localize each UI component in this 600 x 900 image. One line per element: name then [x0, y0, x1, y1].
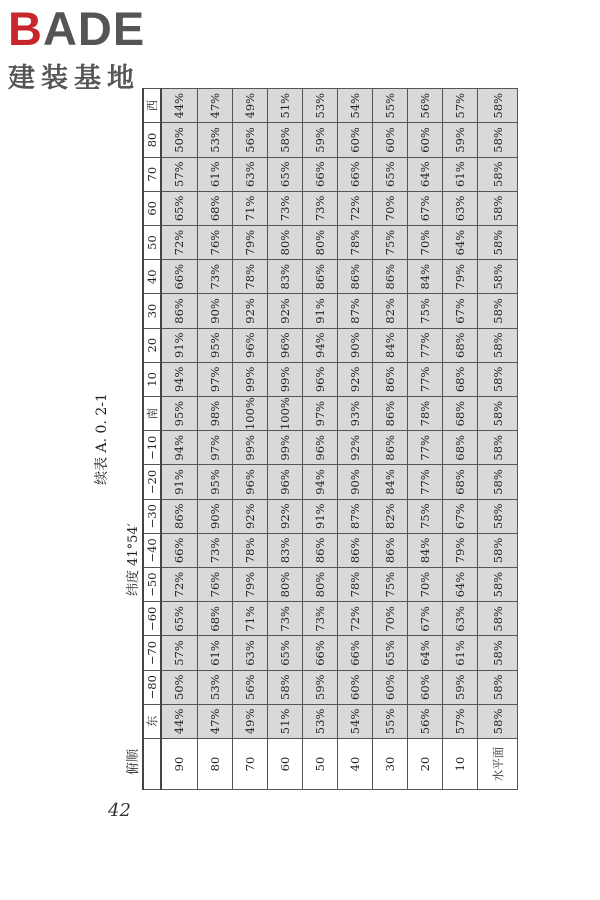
column-header: 东 — [143, 704, 161, 738]
logo-wordmark — [8, 4, 178, 54]
table-cell: 93% — [337, 396, 372, 430]
row-header: 60 — [267, 739, 302, 790]
table-cell: 50% — [161, 123, 197, 157]
table-cell: 95% — [161, 396, 197, 430]
table-title: 续表 A. 0. 2-1 — [94, 393, 110, 485]
column-header: −70 — [143, 636, 161, 670]
table-cell: 53% — [302, 89, 337, 123]
table-cell: 58% — [478, 362, 518, 396]
table-cell: 47% — [197, 89, 232, 123]
table-cell: 84% — [408, 260, 443, 294]
table-cell: 68% — [443, 362, 478, 396]
table-cell: 65% — [373, 157, 408, 191]
row-header: 10 — [443, 739, 478, 790]
table-cell: 95% — [197, 465, 232, 499]
table-cell: 58% — [478, 431, 518, 465]
header-row — [143, 89, 161, 790]
row-header: 20 — [408, 739, 443, 790]
table-cell: 82% — [373, 499, 408, 533]
table-cell: 72% — [161, 567, 197, 601]
table-row — [478, 89, 518, 790]
table-cell: 60% — [408, 670, 443, 704]
table-cell: 92% — [267, 294, 302, 328]
table-cell: 68% — [443, 396, 478, 430]
table-cell: 99% — [232, 431, 267, 465]
table-cell: 73% — [302, 602, 337, 636]
table-cell: 75% — [408, 499, 443, 533]
table-cell: 57% — [443, 704, 478, 738]
table-cell: 96% — [232, 465, 267, 499]
table-cell: 61% — [443, 636, 478, 670]
table-cell: 47% — [197, 704, 232, 738]
table-cell: 58% — [478, 567, 518, 601]
table-cell: 58% — [478, 89, 518, 123]
column-header: 南 — [143, 396, 161, 430]
row-header: 80 — [197, 739, 232, 790]
table-cell: 90% — [197, 499, 232, 533]
table-cell: 49% — [232, 704, 267, 738]
table-cell: 60% — [373, 123, 408, 157]
table-cell: 53% — [197, 670, 232, 704]
table-cell: 86% — [302, 260, 337, 294]
table-cell: 87% — [337, 499, 372, 533]
table-cell: 79% — [232, 567, 267, 601]
table-cell: 86% — [161, 499, 197, 533]
table-row — [337, 89, 372, 790]
table-cell: 83% — [267, 533, 302, 567]
table-cell: 53% — [197, 123, 232, 157]
table-cell: 51% — [267, 704, 302, 738]
table-cell: 59% — [443, 670, 478, 704]
column-header: −40 — [143, 533, 161, 567]
table-cell: 68% — [443, 465, 478, 499]
table-row — [373, 89, 408, 790]
table-cell: 49% — [232, 89, 267, 123]
table-cell: 56% — [232, 670, 267, 704]
table-cell: 63% — [232, 636, 267, 670]
column-header: 10 — [143, 362, 161, 396]
table-cell: 58% — [478, 191, 518, 225]
table-cell: 66% — [161, 533, 197, 567]
table-cell: 58% — [478, 328, 518, 362]
table-cell: 59% — [302, 123, 337, 157]
column-header: −20 — [143, 465, 161, 499]
column-header: 80 — [143, 123, 161, 157]
table-cell: 94% — [302, 465, 337, 499]
table-cell: 56% — [408, 704, 443, 738]
table-cell: 78% — [408, 396, 443, 430]
table-row — [408, 89, 443, 790]
table-cell: 70% — [373, 191, 408, 225]
table-cell: 96% — [267, 465, 302, 499]
table-cell: 76% — [197, 225, 232, 259]
table-cell: 77% — [408, 328, 443, 362]
table-row — [161, 89, 197, 790]
table-cell: 86% — [161, 294, 197, 328]
table-cell: 87% — [337, 294, 372, 328]
table-cell: 60% — [408, 123, 443, 157]
table-cell: 56% — [232, 123, 267, 157]
table-cell: 72% — [337, 191, 372, 225]
table-cell: 58% — [478, 670, 518, 704]
table-row — [232, 89, 267, 790]
table-cell: 60% — [373, 670, 408, 704]
table-cell: 67% — [408, 602, 443, 636]
table-cell: 80% — [302, 567, 337, 601]
table-cell: 71% — [232, 602, 267, 636]
table-cell: 86% — [373, 533, 408, 567]
table-cell: 65% — [161, 602, 197, 636]
table-cell: 65% — [161, 191, 197, 225]
table-cell: 73% — [267, 602, 302, 636]
table-cell: 70% — [373, 602, 408, 636]
table-cell: 75% — [373, 567, 408, 601]
table-cell: 77% — [408, 431, 443, 465]
table-cell: 96% — [232, 328, 267, 362]
table-header-labels — [116, 88, 142, 790]
table-cell: 98% — [197, 396, 232, 430]
table-cell: 65% — [373, 636, 408, 670]
table-cell: 94% — [302, 328, 337, 362]
table-cell: 90% — [337, 465, 372, 499]
latitude-label: 纬度 41°54′ — [126, 523, 141, 596]
table-cell: 91% — [161, 465, 197, 499]
column-header: −30 — [143, 499, 161, 533]
column-header: 60 — [143, 191, 161, 225]
table-cell: 86% — [373, 431, 408, 465]
table-cell: 78% — [232, 260, 267, 294]
table-cell: 64% — [408, 636, 443, 670]
table-cell: 71% — [232, 191, 267, 225]
table-cell: 58% — [478, 157, 518, 191]
column-header: 西 — [143, 89, 161, 123]
table-cell: 57% — [161, 636, 197, 670]
table-cell: 50% — [161, 670, 197, 704]
column-header: 20 — [143, 328, 161, 362]
column-header: −50 — [143, 567, 161, 601]
page-number: 42 — [108, 800, 131, 821]
table-cell: 84% — [373, 328, 408, 362]
table-cell: 58% — [478, 294, 518, 328]
table-cell: 97% — [197, 431, 232, 465]
row-header: 30 — [373, 739, 408, 790]
table-cell: 63% — [443, 602, 478, 636]
table-cell: 61% — [197, 157, 232, 191]
table-cell: 58% — [478, 260, 518, 294]
table-cell: 96% — [302, 362, 337, 396]
column-header: 40 — [143, 260, 161, 294]
table-row — [197, 89, 232, 790]
table-cell: 64% — [443, 567, 478, 601]
logo-subtitle: 建装基地 — [8, 63, 140, 94]
table-cell: 53% — [302, 704, 337, 738]
table-cell: 94% — [161, 362, 197, 396]
logo — [8, 4, 178, 95]
table-cell: 58% — [478, 636, 518, 670]
table-cell: 78% — [337, 567, 372, 601]
column-header: 30 — [143, 294, 161, 328]
table-cell: 51% — [267, 89, 302, 123]
table-cell: 67% — [443, 499, 478, 533]
table-cell: 77% — [408, 465, 443, 499]
table-cell: 59% — [302, 670, 337, 704]
table-cell: 72% — [161, 225, 197, 259]
table-cell: 67% — [443, 294, 478, 328]
table-cell: 84% — [373, 465, 408, 499]
table-cell: 91% — [302, 499, 337, 533]
table-cell: 91% — [161, 328, 197, 362]
table-cell: 97% — [302, 396, 337, 430]
table-cell: 61% — [443, 157, 478, 191]
table-cell: 86% — [302, 533, 337, 567]
table-cell: 99% — [267, 362, 302, 396]
logo-rest-letters: ADE — [42, 2, 146, 55]
table-cell: 64% — [408, 157, 443, 191]
table-cell: 92% — [337, 362, 372, 396]
table-cell: 92% — [232, 499, 267, 533]
table-cell: 68% — [197, 602, 232, 636]
table-cell: 58% — [478, 123, 518, 157]
column-header: 50 — [143, 225, 161, 259]
table-cell: 76% — [197, 567, 232, 601]
table-cell: 58% — [267, 123, 302, 157]
table-cell: 75% — [373, 225, 408, 259]
table-cell: 80% — [302, 225, 337, 259]
table-cell: 44% — [161, 89, 197, 123]
table-cell: 94% — [161, 431, 197, 465]
table-cell: 65% — [267, 157, 302, 191]
table-cell: 65% — [267, 636, 302, 670]
table-cell: 99% — [267, 431, 302, 465]
table-cell: 68% — [443, 328, 478, 362]
table-cell: 75% — [408, 294, 443, 328]
table-cell: 90% — [197, 294, 232, 328]
table-cell: 61% — [197, 636, 232, 670]
table-cell: 73% — [197, 533, 232, 567]
table-cell: 54% — [337, 89, 372, 123]
table-cell: 84% — [408, 533, 443, 567]
table-cell: 58% — [478, 499, 518, 533]
row-header: 90 — [161, 739, 197, 790]
table-cell: 58% — [267, 670, 302, 704]
table-cell: 55% — [373, 704, 408, 738]
table-cell: 95% — [197, 328, 232, 362]
table-cell: 86% — [373, 362, 408, 396]
row-header: 50 — [302, 739, 337, 790]
table-row — [443, 89, 478, 790]
column-header: −80 — [143, 670, 161, 704]
row-header: 70 — [232, 739, 267, 790]
table-cell: 73% — [302, 191, 337, 225]
row-header: 水平面 — [478, 739, 518, 790]
table-cell: 58% — [478, 225, 518, 259]
table-cell: 63% — [232, 157, 267, 191]
table-cell: 92% — [267, 499, 302, 533]
table-cell: 86% — [337, 533, 372, 567]
table-cell: 80% — [267, 225, 302, 259]
table-cell: 92% — [337, 431, 372, 465]
column-header: −10 — [143, 431, 161, 465]
row-axis-label: 俯顺 — [126, 748, 141, 775]
table-cell: 83% — [267, 260, 302, 294]
table-cell: 58% — [478, 396, 518, 430]
table-cell: 44% — [161, 704, 197, 738]
table-cell: 56% — [408, 89, 443, 123]
table-cell: 72% — [337, 602, 372, 636]
table-cell: 73% — [267, 191, 302, 225]
table-cell: 68% — [443, 431, 478, 465]
table-cell: 68% — [197, 191, 232, 225]
table-cell: 67% — [408, 191, 443, 225]
data-table — [142, 88, 518, 790]
table-cell: 96% — [267, 328, 302, 362]
table-cell: 66% — [302, 157, 337, 191]
table-cell: 78% — [232, 533, 267, 567]
table-cell: 79% — [443, 533, 478, 567]
table-cell: 79% — [232, 225, 267, 259]
table-cell: 73% — [197, 260, 232, 294]
table-cell: 55% — [373, 89, 408, 123]
table-cell: 57% — [443, 89, 478, 123]
table-cell: 66% — [337, 636, 372, 670]
table-row — [302, 89, 337, 790]
table-cell: 92% — [232, 294, 267, 328]
table-cell: 70% — [408, 567, 443, 601]
table-cell: 60% — [337, 123, 372, 157]
table-cell: 58% — [478, 465, 518, 499]
column-header: −60 — [143, 602, 161, 636]
table-cell: 58% — [478, 533, 518, 567]
table-cell: 79% — [443, 260, 478, 294]
table-cell: 100% — [232, 396, 267, 430]
table-cell: 66% — [302, 636, 337, 670]
table-cell: 66% — [161, 260, 197, 294]
table-cell: 70% — [408, 225, 443, 259]
table-cell: 78% — [337, 225, 372, 259]
table-cell: 90% — [337, 328, 372, 362]
table-cell: 82% — [373, 294, 408, 328]
table-cell: 64% — [443, 225, 478, 259]
table-row — [267, 89, 302, 790]
table-cell: 86% — [373, 396, 408, 430]
table-cell: 97% — [197, 362, 232, 396]
table-cell: 86% — [337, 260, 372, 294]
table-cell: 100% — [267, 396, 302, 430]
table-cell: 58% — [478, 704, 518, 738]
table-cell: 54% — [337, 704, 372, 738]
rotated-table-page — [92, 88, 540, 790]
table-cell: 57% — [161, 157, 197, 191]
table-cell: 66% — [337, 157, 372, 191]
row-header: 40 — [337, 739, 372, 790]
table-cell: 80% — [267, 567, 302, 601]
table-cell: 63% — [443, 191, 478, 225]
table-cell: 59% — [443, 123, 478, 157]
table-cell: 86% — [373, 260, 408, 294]
logo-accent-letter: B — [8, 2, 43, 55]
table-cell: 58% — [478, 602, 518, 636]
table-cell: 60% — [337, 670, 372, 704]
table-cell: 96% — [302, 431, 337, 465]
table-cell: 99% — [232, 362, 267, 396]
table-cell: 91% — [302, 294, 337, 328]
corner-cell — [143, 739, 161, 790]
column-header: 70 — [143, 157, 161, 191]
table-cell: 77% — [408, 362, 443, 396]
